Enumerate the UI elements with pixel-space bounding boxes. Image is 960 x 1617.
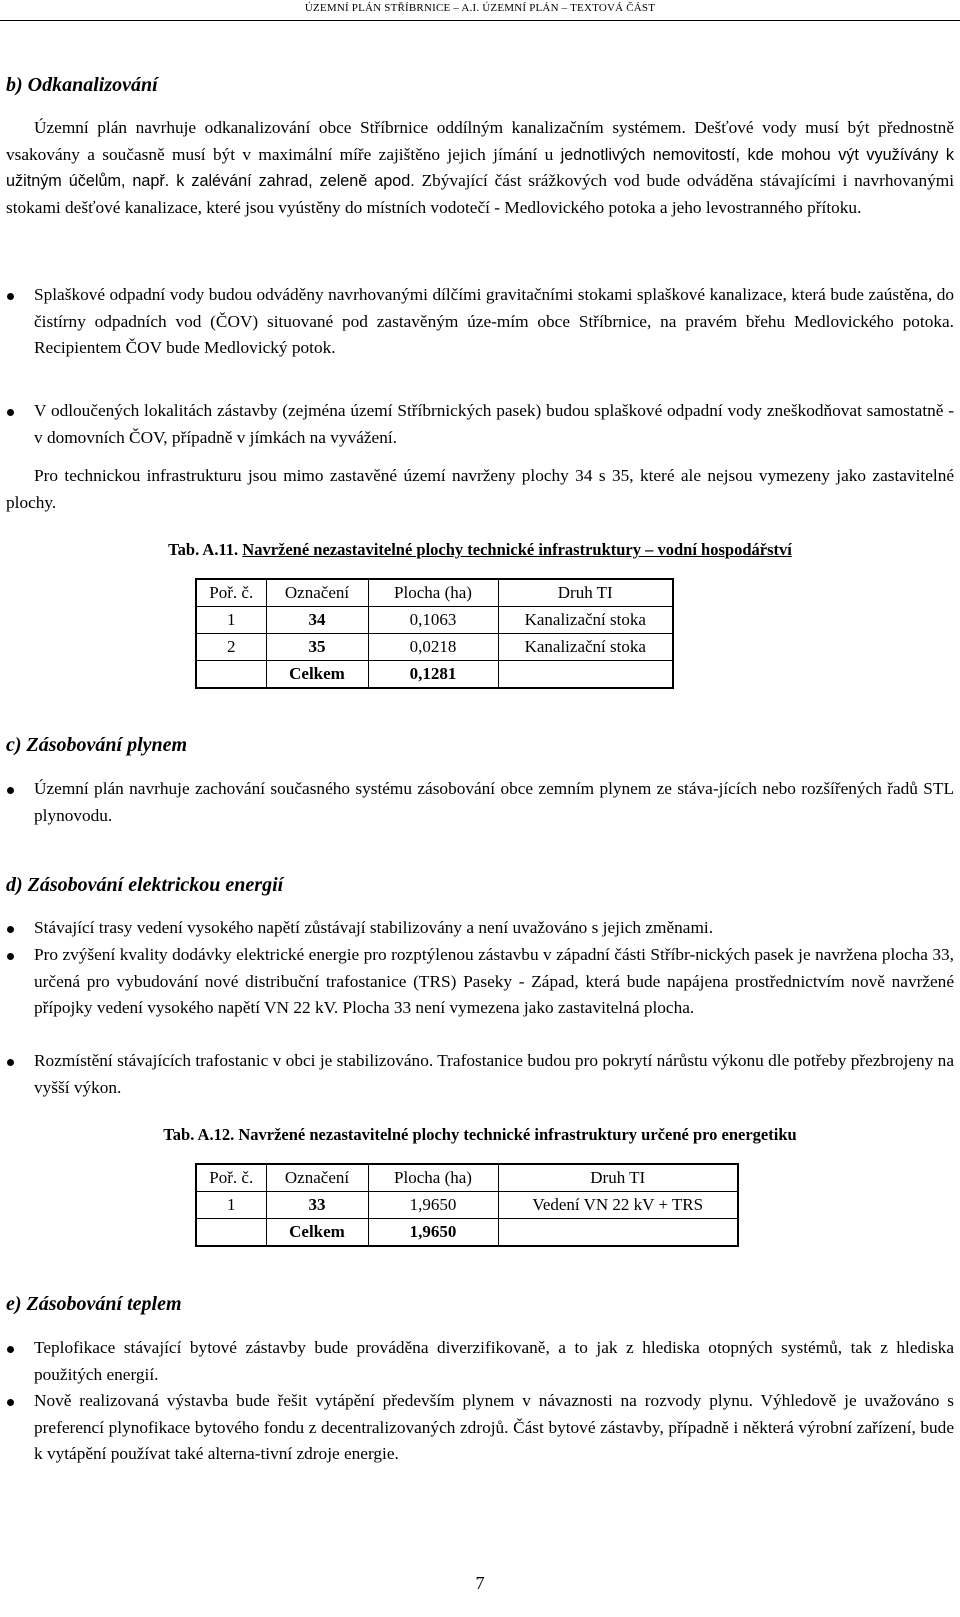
- bullet-icon: [7, 1059, 14, 1066]
- section-b-paragraph-part3: Zbývající část srážkových vod bude odváděna stávajícími i navrhovanými stokami dešťové kanalizace, které jsou vyústěny do místních vodotečí - Medlovického potoka a jeho levostranného přítoku.: [6, 171, 954, 217]
- section-b-paragraph-2: Pro technickou infrastrukturu jsou mimo zastavěné území navrženy plochy 34 s 35, které ale nejsou vymezeny jako zastavitelné plochy.: [6, 466, 954, 512]
- table-cell: 1: [196, 607, 266, 634]
- table-header-row: [196, 579, 673, 607]
- table-a12-caption: [0, 1125, 960, 1145]
- section-b-paragraph: [6, 115, 954, 221]
- bullet-icon: [7, 787, 14, 794]
- total-label: Celkem: [266, 661, 368, 689]
- list-item-text: Územní plán navrhuje zachování současného systému zásobování obce zemním plynem ze stáva-jících nebo rozšířených řadů STL plynovodu.: [34, 779, 954, 825]
- column-header: Označení: [266, 579, 368, 607]
- table-a12-caption-label: Tab. A.12.: [163, 1125, 235, 1144]
- list-item-text: Splaškové odpadní vody budou odváděny navrhovanými dílčími gravitačními stokami splaškové kanalizace, která bude zaústěna, do čistírny odpadních vod (ČOV) situované pod zastavěným úze-mím obce Stříbrnice, na pravém břehu Medlovického potoka. Recipientem ČOV bude Medlovický potok.: [34, 285, 954, 357]
- table-cell: 2: [196, 634, 266, 661]
- total-value: 1,9650: [368, 1219, 498, 1247]
- table-total-row: [196, 661, 673, 689]
- column-header: Druh TI: [498, 579, 673, 607]
- header-rule: [0, 20, 960, 21]
- list-item-text: Pro zvýšení kvality dodávky elektrické energie pro rozptýlenou zástavbu v západní části Stříbr-nických pasek je navržena plocha 33, určená pro vybudování nové distribuční trafostanice (TRS) Paseky - Západ, která bude napájena prostřednictvím nově navržené přípojky vedení vysokého napětí VN 22 kV. Plocha 33 není vymezena jako zastavitelná plocha.: [34, 945, 954, 1017]
- table-cell-empty: [498, 661, 673, 689]
- list-item-text: V odloučených lokalitách zástavby (zejména území Stříbrnických pasek) budou splaškové odpadní vody zneškodňovat samostatně - v domovních ČOV, případně v jímkách na vyvážení.: [34, 401, 954, 447]
- table-cell: 0,1063: [368, 607, 498, 634]
- table-cell: 33: [266, 1192, 368, 1219]
- table-cell: 0,0218: [368, 634, 498, 661]
- section-b-paragraph-part1: Územní plán navrhuje odkanalizování obce Stříbrnice oddílným kanalizačním systémem. Dešťové vody musí být přednostně vsakovány a současně musí být v maximální míře zajištěno jejich jímání u: [6, 118, 954, 164]
- table-cell: Kanalizační stoka: [498, 634, 673, 661]
- table-row: [196, 634, 673, 661]
- section-d-heading: d) Zásobování elektrickou energií: [6, 874, 284, 896]
- table-header-row: [196, 1164, 738, 1192]
- table-row: [196, 607, 673, 634]
- table-a11: [195, 578, 674, 689]
- list-item-text: Nově realizovaná výstavba bude řešit vytápění především plynem v návaznosti na rozvody plynu. Výhledově je uvažováno s preferencí plynofikace bytového fondu z decentralizovaných zdrojů. Část bytové zástavby, případně i některá výrobní zařízení, bude k vytápění používat také alterna-tivní zdroje energie.: [34, 1391, 954, 1463]
- section-e-heading: e) Zásobování teplem: [6, 1293, 182, 1315]
- total-label: Celkem: [266, 1219, 368, 1247]
- section-c-heading: c) Zásobování plynem: [6, 734, 188, 756]
- table-cell: Vedení VN 22 kV + TRS: [498, 1192, 738, 1219]
- list-item-text: Stávající trasy vedení vysokého napětí zůstávají stabilizovány a není uvažováno s jejich změnami.: [34, 918, 714, 937]
- table-cell: 1,9650: [368, 1192, 498, 1219]
- bullet-icon: [7, 1399, 14, 1406]
- section-b-paragraph-part2: jednotlivých nemovitostí, kde mohou výt využívány k užitným účelům, např. k zalévání zahrad, zeleně apod.: [6, 145, 954, 190]
- table-a12: [195, 1163, 739, 1247]
- column-header: Druh TI: [498, 1164, 738, 1192]
- table-cell: Kanalizační stoka: [498, 607, 673, 634]
- table-cell-empty: [196, 1219, 266, 1247]
- bullet-icon: [7, 293, 14, 300]
- table-row: [196, 1192, 738, 1219]
- column-header: Poř. č.: [196, 579, 266, 607]
- section-b-heading: b) Odkanalizování: [6, 74, 158, 96]
- column-header: Označení: [266, 1164, 368, 1192]
- table-a12-caption-title: Navržené nezastavitelné plochy technické infrastruktury určené pro energetiku: [238, 1125, 797, 1144]
- table-cell: 1: [196, 1192, 266, 1219]
- total-value: 0,1281: [368, 661, 498, 689]
- bullet-icon: [7, 953, 14, 960]
- table-a11-caption-label: Tab. A.11.: [168, 540, 239, 559]
- column-header: Plocha (ha): [368, 579, 498, 607]
- column-header: Poř. č.: [196, 1164, 266, 1192]
- bullet-icon: [7, 1346, 14, 1353]
- table-cell-empty: [196, 661, 266, 689]
- table-a11-caption: [0, 540, 960, 560]
- table-cell: 35: [266, 634, 368, 661]
- bullet-icon: [7, 409, 14, 416]
- table-cell: 34: [266, 607, 368, 634]
- page-number: 7: [475, 1573, 485, 1593]
- list-item-text: Teplofikace stávající bytové zástavby bude prováděna diverzifikovaně, a to jak z hlediska otopných systémů, tak z hlediska použitých energií.: [34, 1338, 954, 1384]
- bullet-icon: [7, 926, 14, 933]
- table-a11-caption-title: Navržené nezastavitelné plochy technické infrastruktury – vodní hospodářství: [242, 540, 792, 559]
- column-header: Plocha (ha): [368, 1164, 498, 1192]
- running-header: ÚZEMNÍ PLÁN STŘÍBRNICE – A.I. ÚZEMNÍ PLÁN – TEXTOVÁ ČÁST: [304, 2, 656, 14]
- table-cell-empty: [498, 1219, 738, 1247]
- table-total-row: [196, 1219, 738, 1247]
- list-item-text: Rozmístění stávajících trafostanic v obci je stabilizováno. Trafostanice budou pro pokrytí nárůstu výkonu dle potřeby přezbrojeny na vyšší výkon.: [34, 1051, 954, 1097]
